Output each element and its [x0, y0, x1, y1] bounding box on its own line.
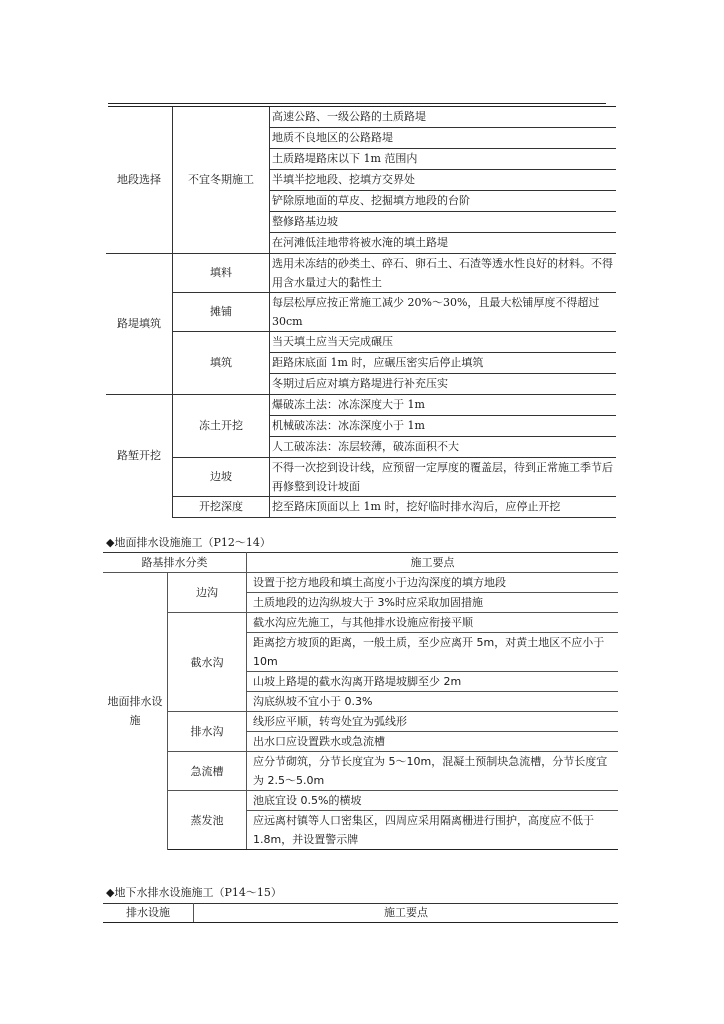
column-header: 施工要点	[247, 553, 619, 573]
table-row: 冬期过后应对填方路堤进行补充压实	[270, 374, 617, 395]
table-row: 地质不良地区的公路路堤	[270, 128, 617, 149]
table-row: 不得一次挖到设计线，应预留一定厚度的覆盖层，待到正常施工季节后再修整到设计坡面	[270, 458, 617, 497]
table-row: 应远离村镇等人口密集区，四周应采用隔离栅进行围护，高度应不低于 1.8m，并设置警示牌	[247, 811, 619, 850]
table-row: 挖至路床顶面以上 1m 时，挖好临时排水沟后，应停止开挖	[270, 497, 617, 518]
table-row: 距离挖方坡顶的距离，一般土质，至少应离开 5m，对黄土地区不应小于 10m	[247, 633, 619, 672]
table-row: 沟底纵坡不宜小于 0.3%	[247, 692, 619, 712]
table-row: 土质路堤路床以下 1m 范围内	[270, 149, 617, 170]
category-cell: 路堑开挖	[106, 395, 173, 518]
sub-category-cell: 摊铺	[173, 293, 270, 332]
table-row: 线形应平顺，转弯处宜为弧线形	[247, 712, 619, 732]
table-row: 山坡上路堤的截水沟离开路堤坡脚至少 2m	[247, 672, 619, 692]
table-row: 铲除原地面的草皮、挖掘填方地段的台阶	[270, 191, 617, 212]
sub-category-cell: 边沟	[168, 573, 247, 613]
table-row: 爆破冻土法：冰冻深度大于 1m	[270, 395, 617, 416]
sub-category-cell: 开挖深度	[173, 497, 270, 518]
groundwater-drainage-table	[103, 903, 618, 923]
table-row: 机械破冻法：冰冻深度小于 1m	[270, 416, 617, 437]
table-row: 在河滩低洼地带将被水淹的填土路堤	[270, 233, 617, 254]
top-rule	[108, 103, 606, 104]
column-header: 排水设施	[103, 904, 194, 923]
table-row: 截水沟应先施工，与其他排水设施应衔接平顺	[247, 613, 619, 633]
winter-construction-table	[106, 107, 616, 518]
category-cell: 地段选择	[106, 107, 173, 254]
table-row: 距路床底面 1m 时，应碾压密实后停止填筑	[270, 353, 617, 374]
sub-category-cell: 截水沟	[168, 613, 247, 712]
table-row: 每层松厚应按正常施工减少 20%～30%，且最大松铺厚度不得超过 30cm	[270, 293, 617, 332]
surface-drainage-table	[103, 552, 618, 850]
sub-category-cell: 急流槽	[168, 752, 247, 791]
sub-category-cell: 填筑	[173, 332, 270, 395]
sub-category-cell: 冻土开挖	[173, 395, 270, 458]
table-row: 设置于挖方地段和填土高度小于边沟深度的填方地段	[247, 573, 619, 593]
table-row: 人工破冻法：冻层较薄，破冻面积不大	[270, 437, 617, 458]
table-row: 整修路基边坡	[270, 212, 617, 233]
table-row: 当天填土应当天完成碾压	[270, 332, 617, 353]
table-row: 土质地段的边沟纵坡大于 3%时应采取加固措施	[247, 593, 619, 613]
sub-category-cell: 蒸发池	[168, 791, 247, 850]
category-cell: 地面排水设施	[103, 573, 168, 850]
section-title: ◆地下水排水设施施工（P14～15）	[106, 886, 282, 899]
sub-category-cell: 边坡	[173, 458, 270, 497]
table-row: 高速公路、一级公路的土质路堤	[270, 107, 617, 128]
table-row: 出水口应设置跌水或急流槽	[247, 732, 619, 752]
table-row: 池底宜设 0.5%的横坡	[247, 791, 619, 811]
column-header: 施工要点	[194, 904, 619, 923]
table-row: 选用未冻结的砂类土、碎石、卵石土、石渣等透水性良好的材料。不得用含水量过大的黏性土	[270, 254, 617, 293]
sub-category-cell: 排水沟	[168, 712, 247, 752]
table-row: 半填半挖地段、挖填方交界处	[270, 170, 617, 191]
column-header: 路基排水分类	[103, 553, 247, 573]
sub-category-cell: 不宜冬期施工	[173, 107, 270, 254]
sub-category-cell: 填料	[173, 254, 270, 293]
section-title: ◆地面排水设施施工（P12～14）	[106, 536, 271, 549]
table-row: 应分节砌筑，分节长度宜为 5～10m，混凝土预制块急流槽，分节长度宜为 2.5～5.0m	[247, 752, 619, 791]
category-cell: 路堤填筑	[106, 254, 173, 395]
